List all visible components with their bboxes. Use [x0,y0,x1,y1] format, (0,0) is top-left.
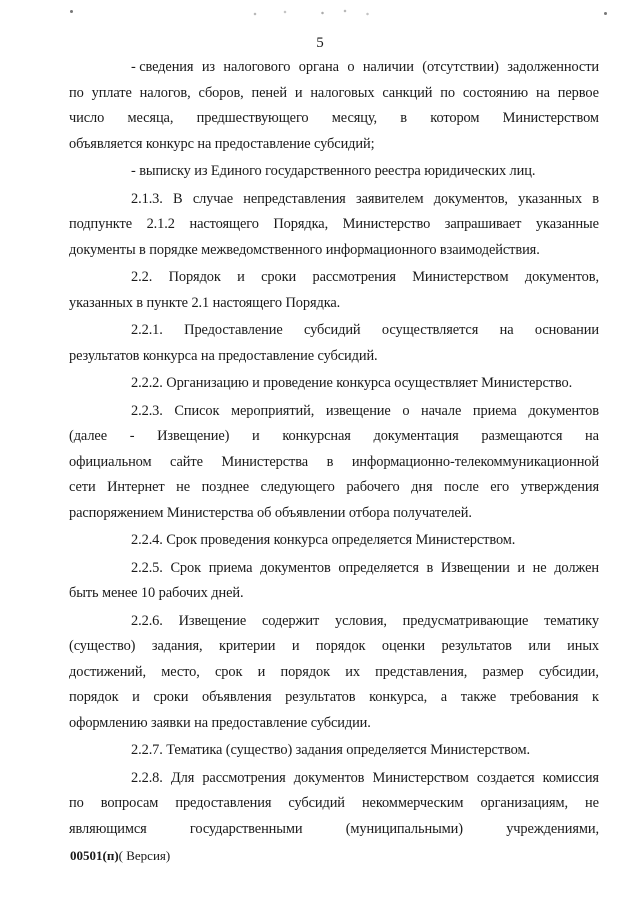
word: подпункте [69,216,132,232]
word: в [426,559,434,576]
word: месяца, [127,110,174,126]
word: состоянию [462,84,529,101]
word: их [345,663,360,680]
word: Министерство [342,216,431,232]
word: позднее [201,479,249,495]
word: налогов, [139,84,191,101]
word: 2.2.3. [131,402,163,419]
document-code: 00501(п) [70,848,119,863]
word: на [499,322,514,338]
word: некоммерческим [361,795,464,811]
word: вопросам [100,795,159,811]
word: утверждения [520,479,599,495]
word: условия, [334,612,387,629]
document-body [69,55,599,842]
scan-speck [604,12,607,15]
word: Для [170,769,195,786]
word: размещаются [481,428,563,444]
word: сборов, [198,84,244,101]
word: непредставления [243,190,346,207]
word: порядок [280,663,330,680]
word: сроки [261,269,297,285]
word: критерии [218,638,276,654]
word: документов, [433,190,508,207]
word: по [69,84,84,101]
word: или [528,638,551,654]
word: пеней [251,84,287,101]
paragraph-line [69,265,599,291]
word: 2.2.5. [131,559,163,576]
word: и [237,269,245,285]
word: требования [509,689,579,705]
paragraph-line [69,475,599,501]
word: в [326,453,334,470]
word: Извещении [440,559,510,576]
word: задания, [151,638,203,654]
word: Список [174,402,220,419]
word: первое [557,84,599,101]
word: представления, [375,663,468,680]
word: рассмотрения [312,269,396,285]
word: Извещение [178,612,247,629]
word: настоящего [189,216,259,232]
word: предоставления [175,795,272,811]
word: 2.1.2 [146,216,175,232]
paragraph-line: результатов конкурса на предоставление субсидий. [69,347,378,364]
word: задолженности [507,59,599,75]
word: порядок [315,638,366,654]
word: мероприятий, [231,402,315,419]
word: приема [472,402,517,419]
document-footer [70,848,170,864]
word: определяется [338,559,419,576]
word: Министерства [221,453,309,470]
word: его [490,479,510,495]
paragraph-line [69,55,599,81]
paragraph-line [69,609,599,635]
word: основании [534,322,599,338]
word: 2.2.8. [131,769,163,786]
word: предусматривающие [402,612,529,629]
word: В [173,190,183,207]
word: следующего [260,479,335,495]
paragraph-line [69,212,599,238]
word: 2.2.6. [131,612,163,629]
word: санкций [382,84,433,101]
paragraph-line: - выписку из Единого государственного реестра юридических лиц. [131,163,536,179]
paragraph-line: документы в порядке межведомственного информационного взаимодействия. [69,241,540,258]
word: - [129,428,135,444]
word: органа [298,59,339,75]
word: информационно-телекоммуникационной [351,453,599,470]
word: документов [528,402,599,419]
word: иных [567,638,599,654]
word: заявителем [355,190,424,207]
word: официальном [69,453,152,470]
paragraph-line: 2.2.2. Организацию и проведение конкурса осуществляет Министерство. [131,375,573,391]
paragraph-line [69,634,599,660]
word: комиссия [542,769,599,786]
word: в [400,110,407,126]
paragraph-line [69,817,599,843]
word: документация [373,428,459,444]
document-version: ( Версия) [118,848,171,863]
paragraph-line: быть менее 10 рабочих дней. [69,585,244,601]
word: Предоставление [184,322,283,338]
word: уплате [91,84,132,101]
word: в [592,190,599,207]
paragraph-line: 2.2.7. Тематика (существо) задания определяется Министерством. [131,742,530,758]
word: сроки [153,689,189,705]
word: не [532,559,547,576]
word: и [291,638,300,654]
word: после [444,479,479,495]
paragraph-line: оформлению заявки на предоставление субсидии. [69,714,371,731]
word: субсидий [288,795,345,811]
word: начале [421,402,462,419]
word: указанных [518,190,582,207]
paragraph-line [69,106,599,132]
word: дня [411,479,433,495]
paragraph-line [69,399,599,425]
word: запрашивает [444,216,522,232]
word: Срок [170,559,202,576]
paragraph-line [69,81,599,107]
word: из [201,59,215,75]
word: а [440,689,448,705]
word: 2.1.3. [131,190,163,207]
word: тематику [544,612,599,629]
scan-speck [70,10,73,13]
word: число [69,110,105,126]
word: оценки [381,638,425,654]
word: котором [430,110,480,126]
word: государственными [189,820,303,837]
word: сайте [170,453,203,470]
word: наличии [362,59,414,75]
word: по [440,84,455,101]
word: о [402,402,410,419]
word: и [132,689,140,705]
word: к [592,689,599,705]
word: также [460,689,497,705]
word: объявления [202,689,272,705]
word: 2.2.1. [131,322,163,338]
paragraph-line [69,660,599,686]
word: конкурсная [282,428,351,444]
paragraph-line: указанных в пункте 2.1 настоящего Порядка. [69,294,341,311]
word: и [294,84,303,101]
word: осуществляется [381,322,479,338]
word: приема [208,559,253,576]
word: и [257,663,266,680]
word: субсидий [304,322,361,338]
paragraph-line [69,556,599,582]
word: (существо) [69,638,136,654]
paragraph-line: объявляется конкурс на предоставление субсидий; [69,135,375,152]
paragraph-line [69,766,599,792]
word: срок [215,663,243,680]
word: рабочего [346,479,400,495]
paragraph-line [69,450,599,476]
word: размер [482,663,524,680]
word: (отсутствии) [422,59,499,75]
word: налоговых [310,84,375,101]
word: учреждениями, [506,820,599,837]
word: предшествующего [196,110,309,126]
word: налогового [223,59,291,75]
word: Порядок [168,269,221,285]
paragraph-line [69,685,599,711]
word: Министерством [372,769,469,786]
word: рассмотрения [202,769,286,786]
word: извещение [325,402,391,419]
paragraph-line [69,791,599,817]
word: должен [554,559,599,576]
word: содержит [261,612,320,629]
word: Извещение) [157,428,230,444]
word: место, [161,663,200,680]
paragraph-line: 2.2.4. Срок проведения конкурса определяется Министерством. [131,532,516,548]
word: являющимся [69,820,147,837]
word: результатов [285,689,356,705]
word: о [347,59,355,75]
word: и [252,428,260,444]
word: на [585,428,599,444]
scan-artifact [240,8,390,18]
word: - сведения [131,59,194,75]
paragraph-line [69,424,599,450]
word: и [517,559,525,576]
word: Министерством [502,110,599,126]
word: организациям, [480,795,569,811]
word: Министерством [412,269,509,285]
word: субсидии, [538,663,599,680]
word: на [535,84,550,101]
word: порядок [69,689,119,705]
word: сети [69,479,96,495]
word: не [176,479,191,495]
word: создается [476,769,535,786]
word: документов [260,559,331,576]
word: документов, [524,269,599,285]
word: случае [192,190,233,207]
word: (далее [69,428,107,444]
word: указанные [535,216,599,232]
word: по [69,795,84,811]
word: документов [293,769,365,786]
word: результатов [441,638,512,654]
page-number: 5 [316,35,324,51]
word: конкурса, [369,689,428,705]
paragraph-line [69,318,599,344]
word: Интернет [107,479,165,495]
paragraph-line [69,187,599,213]
word: (муниципальными) [345,820,463,837]
word: достижений, [69,663,146,680]
word: Порядка, [273,216,329,232]
word: месяцу, [331,110,378,126]
word: 2.2. [131,269,153,285]
word: не [585,795,599,811]
paragraph-line: распоряжением Министерства об объявлении отбора получателей. [69,504,472,521]
